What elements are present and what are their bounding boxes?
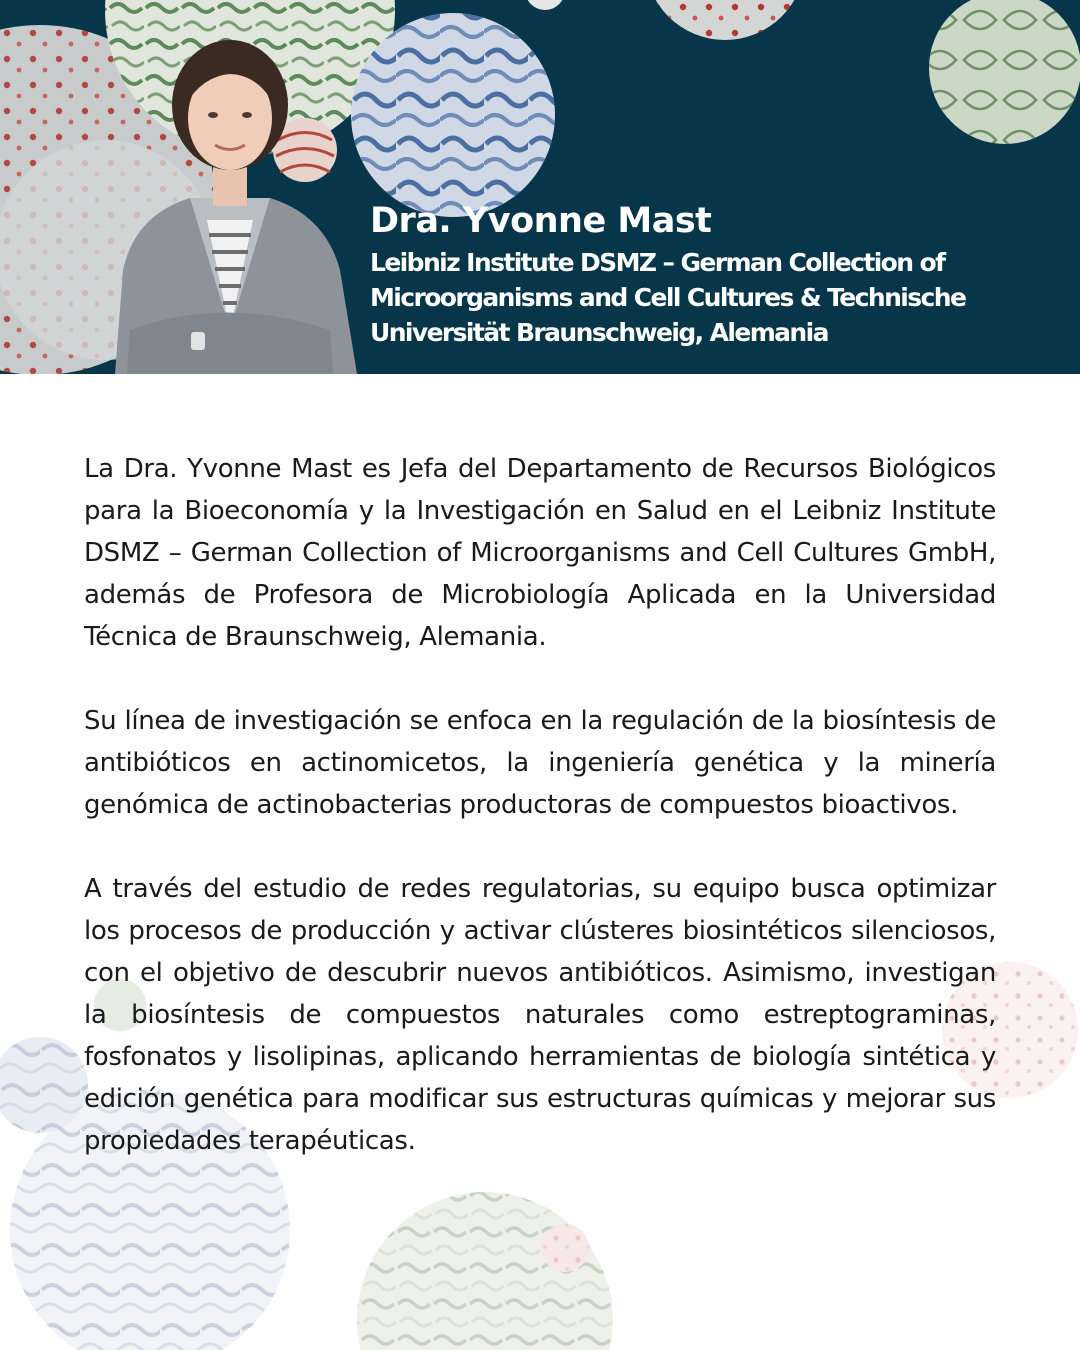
bio-paragraph: Su línea de investigación se enfoca en la regulación de la biosíntesis de antibióticos en actinomicetos, la ingeniería genética y la minería genómica de actinobacterias productoras de compuestos bioactivos. — [84, 706, 996, 820]
bio-paragraph: La Dra. Yvonne Mast es Jefa del Departamento de Recursos Biológicos para la Bioeconomía y la Investigación en Salud en el Leibniz Institute DSMZ – German Collection of Microorganisms and Cell Cultures GmbH, además de Profesora de Microbiología Aplicada en la Universidad Técnica de Braunschweig, Alemania. — [84, 454, 996, 652]
speaker-portrait — [95, 30, 365, 374]
speaker-header — [0, 0, 1080, 374]
speaker-bio — [84, 448, 996, 1162]
speaker-affiliation: Leibniz Institute DSMZ – German Collection of Microorganisms and Cell Cultures & Technische Universität Braunschweig, Alemania — [370, 248, 966, 347]
speaker-name: Dra. Yvonne Mast — [370, 201, 712, 241]
bio-paragraph: A través del estudio de redes regulatorias, su equipo busca optimizar los procesos de producción y activar clústeres biosintéticos silenciosos, con el objetivo de descubrir nuevos antibióticos. Asimismo, investigan la biosíntesis de compuestos naturales como estreptograminas, fosfonatos y lisolipinas, aplicando herramientas de biología sintética y edición genética para modificar sus estructuras químicas y mejorar sus propiedades terapéuticas. — [84, 874, 996, 1156]
